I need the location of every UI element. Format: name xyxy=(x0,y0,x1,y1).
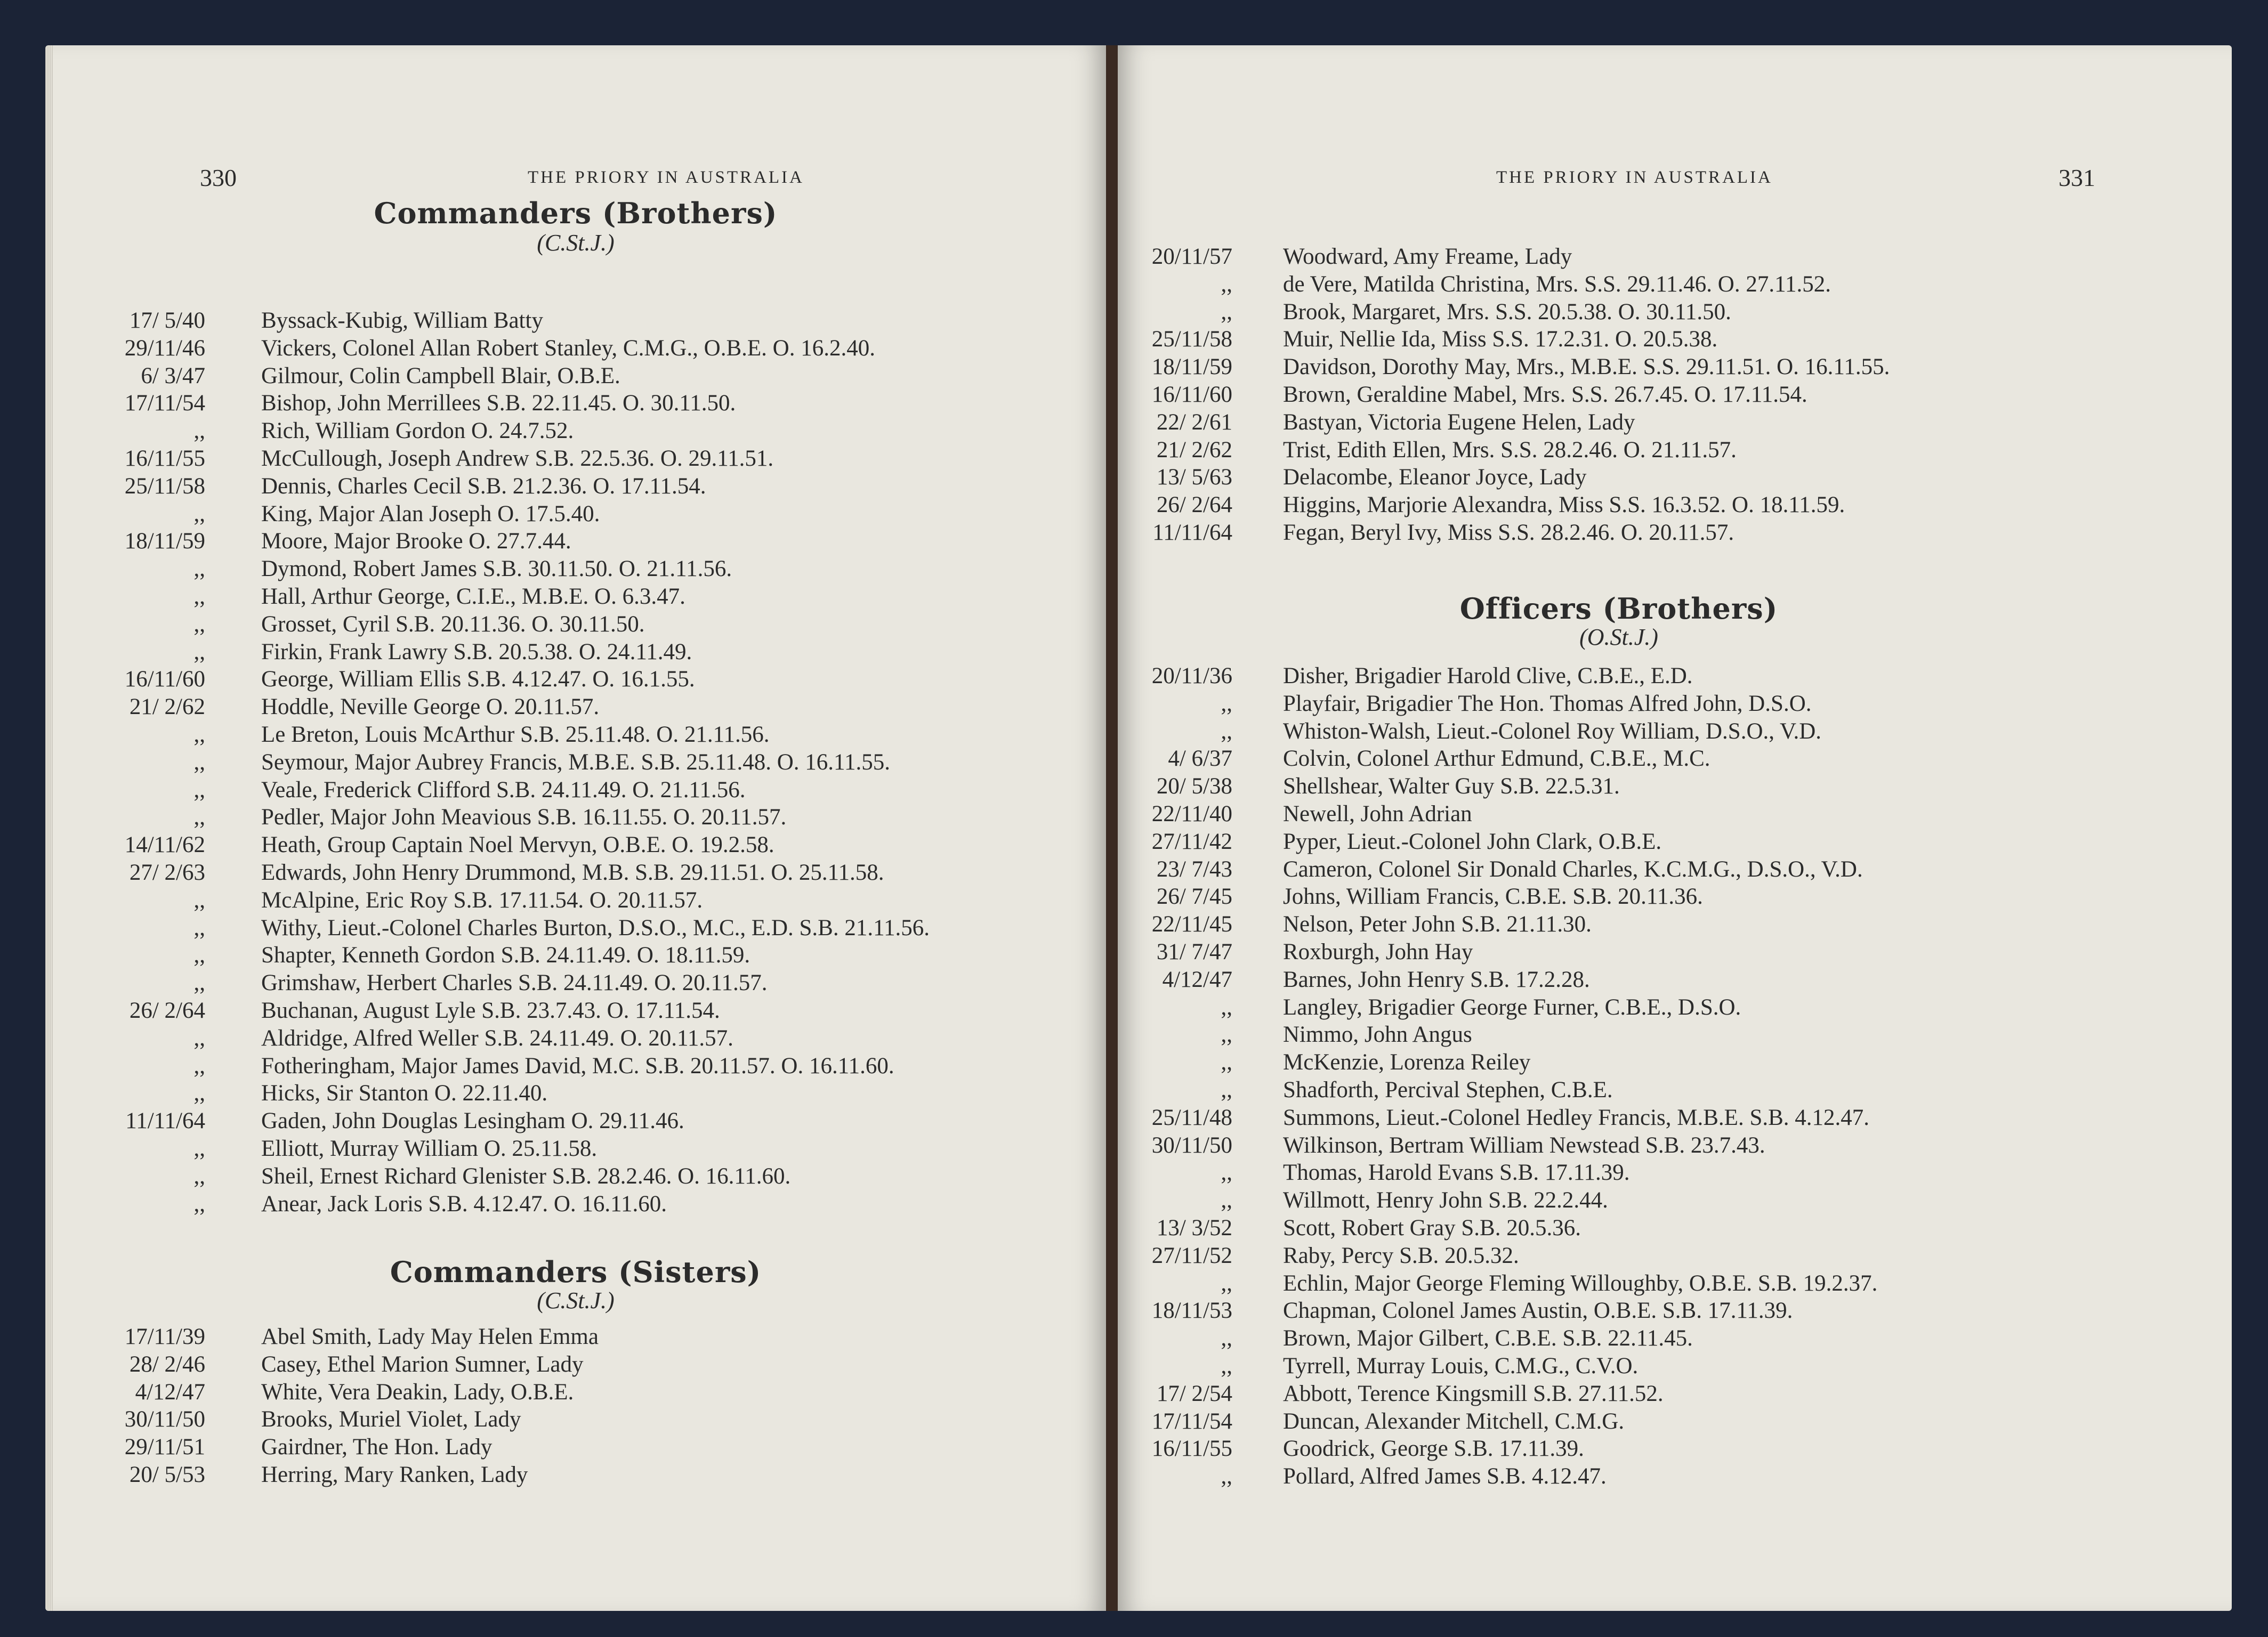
entry-date: ,, xyxy=(193,1163,205,1189)
entry-date: ,, xyxy=(193,722,205,747)
list-item xyxy=(1118,1297,2210,1325)
entry-date: 16/11/55 xyxy=(124,445,205,471)
entry-date: 6/ 3/47 xyxy=(141,363,205,388)
entry-name: Hoddle, Neville George O. 20.11.57. xyxy=(261,694,600,720)
entry-name: Pollard, Alfred James S.B. 4.12.47. xyxy=(1283,1464,1607,1489)
list-item xyxy=(91,473,1103,500)
entry-date: 22/11/45 xyxy=(1151,912,1232,937)
list-item xyxy=(91,1107,1103,1135)
entry-date: ,, xyxy=(193,749,205,775)
entry-name: McKenzie, Lorenza Reiley xyxy=(1283,1050,1531,1075)
entry-name: Tyrrell, Murray Louis, C.M.G., C.V.O. xyxy=(1283,1353,1639,1379)
section-heading: Commanders (Brothers) xyxy=(374,196,778,230)
list-item xyxy=(91,969,1103,997)
entry-date: ,, xyxy=(1221,1050,1232,1075)
list-item xyxy=(91,666,1103,693)
entry-name: Abel Smith, Lady May Helen Emma xyxy=(261,1324,599,1349)
entry-name: Heath, Group Captain Noel Mervyn, O.B.E. O. 19.2.58. xyxy=(261,832,774,858)
entry-date: 26/ 2/64 xyxy=(1156,492,1232,518)
list-item xyxy=(1118,1325,2210,1352)
entry-date: 31/ 7/47 xyxy=(1156,939,1232,965)
entry-name: White, Vera Deakin, Lady, O.B.E. xyxy=(261,1379,574,1405)
entry-name: Roxburgh, John Hay xyxy=(1283,939,1473,965)
entry-date: ,, xyxy=(193,501,205,526)
entry-name: Withy, Lieut.-Colonel Charles Burton, D.S.O., M.C., E.D. S.B. 21.11.56. xyxy=(261,915,930,941)
entry-name: Woodward, Amy Freame, Lady xyxy=(1283,244,1572,269)
entry-date: 25/11/48 xyxy=(1151,1105,1232,1130)
entry-date: 17/ 5/40 xyxy=(129,308,205,333)
entry-date: 22/ 2/61 xyxy=(1156,409,1232,435)
entry-date: 4/ 6/37 xyxy=(1168,746,1232,772)
entry-name: Delacombe, Eleanor Joyce, Lady xyxy=(1283,465,1587,490)
entry-name: Scott, Robert Gray S.B. 20.5.36. xyxy=(1283,1215,1581,1241)
list-item xyxy=(91,1190,1103,1218)
list-item xyxy=(91,445,1103,473)
entry-name: Aldridge, Alfred Weller S.B. 24.11.49. O. 20.11.57. xyxy=(261,1025,733,1051)
list-item xyxy=(91,362,1103,390)
entry-date: ,, xyxy=(193,1025,205,1051)
entry-name: Willmott, Henry John S.B. 22.2.44. xyxy=(1283,1188,1608,1213)
entry-date: 26/ 7/45 xyxy=(1156,884,1232,910)
list-item xyxy=(1118,1076,2210,1104)
entry-name: Abbott, Terence Kingsmill S.B. 27.11.52. xyxy=(1283,1381,1664,1406)
page-number: 330 xyxy=(200,164,237,191)
list-item xyxy=(91,1135,1103,1163)
list-item xyxy=(91,1025,1103,1052)
list-item xyxy=(1118,690,2210,718)
entry-name: Firkin, Frank Lawry S.B. 20.5.38. O. 24.11.49. xyxy=(261,639,692,664)
entry-date: 16/11/60 xyxy=(124,667,205,692)
entry-name: Le Breton, Louis McArthur S.B. 25.11.48. O. 21.11.56. xyxy=(261,722,770,747)
entry-name: Nimmo, John Angus xyxy=(1283,1022,1472,1048)
commanders-sisters-list xyxy=(91,1323,1103,1489)
entry-name: Veale, Frederick Clifford S.B. 24.11.49. O. 21.11.56. xyxy=(261,777,746,803)
list-item xyxy=(1118,436,2210,464)
entry-date: 11/11/64 xyxy=(1152,520,1232,545)
list-item xyxy=(91,638,1103,666)
list-item xyxy=(91,583,1103,611)
list-item xyxy=(1118,1270,2210,1298)
list-item xyxy=(1118,966,2210,994)
list-item xyxy=(91,611,1103,638)
entry-date: 25/11/58 xyxy=(1151,327,1232,352)
entry-date: 18/11/59 xyxy=(124,529,205,554)
entry-name: Playfair, Brigadier The Hon. Thomas Alfred John, D.S.O. xyxy=(1283,691,1812,716)
list-item xyxy=(91,1406,1103,1433)
commanders-sisters-continued-list xyxy=(1118,243,2210,547)
entry-date: 13/ 3/52 xyxy=(1156,1215,1232,1241)
entry-date: ,, xyxy=(1221,691,1232,716)
entry-name: Brooks, Muriel Violet, Lady xyxy=(261,1407,521,1432)
list-item xyxy=(91,693,1103,721)
entry-date: 30/11/50 xyxy=(1151,1132,1232,1158)
entry-date: 28/ 2/46 xyxy=(129,1351,205,1377)
list-item xyxy=(91,1323,1103,1351)
list-item xyxy=(1118,1159,2210,1187)
entry-date: ,, xyxy=(1221,1270,1232,1296)
list-item xyxy=(91,417,1103,445)
list-item xyxy=(91,776,1103,804)
entry-name: Thomas, Harold Evans S.B. 17.11.39. xyxy=(1283,1160,1630,1186)
list-item xyxy=(1118,800,2210,828)
entry-name: Wilkinson, Bertram William Newstead S.B. 23.7.43. xyxy=(1283,1132,1765,1158)
list-item xyxy=(91,1433,1103,1461)
list-item xyxy=(91,1461,1103,1489)
entry-date: 26/ 2/64 xyxy=(129,998,205,1023)
entry-date: ,, xyxy=(193,1053,205,1079)
list-item xyxy=(1118,745,2210,773)
list-item xyxy=(1118,519,2210,547)
entry-date: ,, xyxy=(193,887,205,913)
section-subheading: (O.St.J.) xyxy=(1579,624,1658,650)
list-item xyxy=(91,1052,1103,1080)
entry-name: de Vere, Matilda Christina, Mrs. S.S. 29.11.46. O. 27.11.52. xyxy=(1283,271,1831,297)
entry-name: Gairdner, The Hon. Lady xyxy=(261,1435,493,1460)
section-subheading: (C.St.J.) xyxy=(537,230,615,256)
entry-name: Higgins, Marjorie Alexandra, Miss S.S. 16.3.52. O. 18.11.59. xyxy=(1283,492,1845,518)
commanders-brothers-list xyxy=(91,307,1103,1218)
entry-date: ,, xyxy=(1221,299,1232,325)
entry-name: Barnes, John Henry S.B. 17.2.28. xyxy=(1283,967,1590,992)
list-item xyxy=(1118,409,2210,436)
entry-date: ,, xyxy=(193,777,205,803)
entry-date: ,, xyxy=(193,556,205,582)
entry-name: Newell, John Adrian xyxy=(1283,801,1472,826)
entry-date: ,, xyxy=(193,915,205,941)
list-item xyxy=(1118,938,2210,966)
entry-date: ,, xyxy=(193,805,205,830)
entry-name: Edwards, John Henry Drummond, M.B. S.B. 29.11.51. O. 25.11.58. xyxy=(261,860,884,885)
section-subheading: (C.St.J.) xyxy=(537,1287,615,1314)
entry-name: Casey, Ethel Marion Sumner, Lady xyxy=(261,1351,584,1377)
entry-name: Fotheringham, Major James David, M.C. S.B. 20.11.57. O. 16.11.60. xyxy=(261,1053,894,1079)
entry-date: 17/ 2/54 xyxy=(1156,1381,1232,1406)
entry-date: 22/11/40 xyxy=(1151,801,1232,826)
entry-date: ,, xyxy=(193,943,205,968)
entry-name: Elliott, Murray William O. 25.11.58. xyxy=(261,1136,598,1161)
entry-name: Chapman, Colonel James Austin, O.B.E. S.B. 17.11.39. xyxy=(1283,1298,1793,1324)
entry-name: Davidson, Dorothy May, Mrs., M.B.E. S.S. 29.11.51. O. 16.11.55. xyxy=(1283,354,1890,380)
section-heading: Officers (Brothers) xyxy=(1459,591,1778,626)
entry-name: Johns, William Francis, C.B.E. S.B. 20.11.36. xyxy=(1283,884,1703,910)
entry-date: 27/ 2/63 xyxy=(129,860,205,885)
list-item xyxy=(1118,773,2210,800)
entry-name: Shellshear, Walter Guy S.B. 22.5.31. xyxy=(1283,774,1620,799)
list-item xyxy=(1118,994,2210,1022)
entry-date: 20/ 5/53 xyxy=(129,1462,205,1487)
entry-name: Echlin, Major George Fleming Willoughby, O.B.E. S.B. 19.2.37. xyxy=(1283,1270,1878,1296)
entry-date: 16/11/60 xyxy=(1151,382,1232,407)
list-item xyxy=(91,831,1103,859)
entry-name: Bastyan, Victoria Eugene Helen, Lady xyxy=(1283,409,1635,435)
entry-name: Grosset, Cyril S.B. 20.11.36. O. 30.11.50. xyxy=(261,611,645,637)
entry-name: Hall, Arthur George, C.I.E., M.B.E. O. 6.3.47. xyxy=(261,584,685,609)
entry-name: Brown, Major Gilbert, C.B.E. S.B. 22.11.45. xyxy=(1283,1326,1693,1351)
list-item xyxy=(91,859,1103,887)
list-item xyxy=(1118,662,2210,690)
entry-date: 25/11/58 xyxy=(124,473,205,499)
entry-name: Rich, William Gordon O. 24.7.52. xyxy=(261,418,574,444)
entry-name: Cameron, Colonel Sir Donald Charles, K.C.M.G., D.S.O., V.D. xyxy=(1283,856,1863,882)
entry-date: ,, xyxy=(193,584,205,609)
entry-date: 18/11/53 xyxy=(1151,1298,1232,1324)
entry-name: McAlpine, Eric Roy S.B. 17.11.54. O. 20.11.57. xyxy=(261,887,703,913)
entry-date: ,, xyxy=(1221,1326,1232,1351)
entry-date: 20/11/57 xyxy=(1151,244,1232,269)
entry-name: Trist, Edith Ellen, Mrs. S.S. 28.2.46. O. 21.11.57. xyxy=(1283,437,1737,463)
entry-name: Dennis, Charles Cecil S.B. 21.2.36. O. 17.11.54. xyxy=(261,473,706,499)
list-item xyxy=(1118,718,2210,745)
entry-name: Sheil, Ernest Richard Glenister S.B. 28.2.46. O. 16.11.60. xyxy=(261,1163,791,1189)
entry-name: Vickers, Colonel Allan Robert Stanley, C.M.G., O.B.E. O. 16.2.40. xyxy=(261,335,875,361)
list-item xyxy=(1118,271,2210,298)
list-item xyxy=(1118,464,2210,491)
entry-date: ,, xyxy=(1221,271,1232,297)
running-head: THE PRIORY IN AUSTRALIA xyxy=(528,168,804,187)
entry-name: Raby, Percy S.B. 20.5.32. xyxy=(1283,1243,1519,1268)
entry-name: Pyper, Lieut.-Colonel John Clark, O.B.E. xyxy=(1283,829,1662,854)
entry-name: Shapter, Kenneth Gordon S.B. 24.11.49. O. 18.11.59. xyxy=(261,943,750,968)
entry-date: 13/ 5/63 xyxy=(1156,465,1232,490)
list-item xyxy=(91,335,1103,362)
entry-name: Anear, Jack Loris S.B. 4.12.47. O. 16.11.60. xyxy=(261,1191,667,1217)
entry-date: 20/ 5/38 xyxy=(1156,774,1232,799)
list-item xyxy=(1118,1021,2210,1049)
entry-date: ,, xyxy=(1221,1353,1232,1379)
entry-date: 17/11/54 xyxy=(124,391,205,416)
entry-date: ,, xyxy=(1221,1160,1232,1186)
list-item xyxy=(91,307,1103,335)
list-item xyxy=(91,500,1103,528)
list-item xyxy=(1118,856,2210,884)
entry-name: Bishop, John Merrillees S.B. 22.11.45. O. 30.11.50. xyxy=(261,391,736,416)
entry-date: 16/11/55 xyxy=(1151,1436,1232,1462)
page-edge xyxy=(45,45,53,1611)
entry-name: Fegan, Beryl Ivy, Miss S.S. 28.2.46. O. 20.11.57. xyxy=(1283,520,1734,545)
entry-name: Byssack-Kubig, William Batty xyxy=(261,308,543,333)
entry-date: 17/11/54 xyxy=(1151,1408,1232,1434)
entry-date: 30/11/50 xyxy=(124,1407,205,1432)
entry-date: 21/ 2/62 xyxy=(129,694,205,720)
list-item xyxy=(1118,298,2210,326)
list-item xyxy=(1118,1380,2210,1408)
entry-date: 23/ 7/43 xyxy=(1156,856,1232,882)
list-item xyxy=(91,721,1103,749)
entry-date: ,, xyxy=(193,418,205,444)
entry-date: 20/11/36 xyxy=(1151,663,1232,688)
list-item xyxy=(1118,353,2210,381)
entry-name: Whiston-Walsh, Lieut.-Colonel Roy William, D.S.O., V.D. xyxy=(1283,718,1822,744)
entry-date: ,, xyxy=(193,970,205,996)
entry-name: McCullough, Joseph Andrew S.B. 22.5.36. O. 29.11.51. xyxy=(261,445,774,471)
entry-date: ,, xyxy=(193,611,205,637)
list-item xyxy=(91,914,1103,942)
entry-date: ,, xyxy=(1221,1077,1232,1103)
entry-date: ,, xyxy=(193,1081,205,1106)
entry-date: 21/ 2/62 xyxy=(1156,437,1232,463)
list-item xyxy=(91,1163,1103,1190)
list-item xyxy=(1118,1132,2210,1160)
entry-date: ,, xyxy=(193,1136,205,1161)
left-page xyxy=(45,45,1106,1611)
list-item xyxy=(1118,1104,2210,1132)
entry-name: Pedler, Major John Meavious S.B. 16.11.55. O. 20.11.57. xyxy=(261,805,787,830)
entry-name: Hicks, Sir Stanton O. 22.11.40. xyxy=(261,1081,548,1106)
list-item xyxy=(1118,1187,2210,1214)
list-item xyxy=(1118,1408,2210,1436)
entry-name: Summons, Lieut.-Colonel Hedley Francis, M.B.E. S.B. 4.12.47. xyxy=(1283,1105,1870,1130)
entry-name: George, William Ellis S.B. 4.12.47. O. 16.1.55. xyxy=(261,667,695,692)
entry-name: Shadforth, Percival Stephen, C.B.E. xyxy=(1283,1077,1613,1103)
entry-date: ,, xyxy=(1221,994,1232,1020)
section-heading: Commanders (Sisters) xyxy=(390,1255,762,1289)
entry-name: Muir, Nellie Ida, Miss S.S. 17.2.31. O. 20.5.38. xyxy=(1283,327,1718,352)
entry-date: 14/11/62 xyxy=(124,832,205,858)
list-item xyxy=(91,1379,1103,1406)
entry-name: Herring, Mary Ranken, Lady xyxy=(261,1462,528,1487)
list-item xyxy=(1118,1435,2210,1463)
list-item xyxy=(1118,326,2210,353)
list-item xyxy=(1118,381,2210,409)
entry-date: ,, xyxy=(1221,1188,1232,1213)
entry-date: ,, xyxy=(1221,718,1232,744)
list-item xyxy=(1118,828,2210,856)
entry-name: Dymond, Robert James S.B. 30.11.50. O. 21.11.56. xyxy=(261,556,732,582)
list-item xyxy=(91,528,1103,555)
entry-name: Brown, Geraldine Mabel, Mrs. S.S. 26.7.45. O. 17.11.54. xyxy=(1283,382,1807,407)
list-item xyxy=(1118,1242,2210,1270)
entry-date: ,, xyxy=(193,1191,205,1217)
entry-name: Duncan, Alexander Mitchell, C.M.G. xyxy=(1283,1408,1625,1434)
list-item xyxy=(91,997,1103,1025)
entry-date: 11/11/64 xyxy=(125,1108,205,1134)
entry-name: Colvin, Colonel Arthur Edmund, C.B.E., M.C. xyxy=(1283,746,1710,772)
page-number: 331 xyxy=(2059,164,2095,191)
list-item xyxy=(91,555,1103,583)
entry-date: 4/12/47 xyxy=(1162,967,1232,992)
list-item xyxy=(1118,1352,2210,1380)
list-item xyxy=(1118,243,2210,271)
entry-date: 29/11/46 xyxy=(124,335,205,361)
entry-date: ,, xyxy=(1221,1022,1232,1048)
entry-name: Nelson, Peter John S.B. 21.11.30. xyxy=(1283,912,1592,937)
list-item xyxy=(91,1080,1103,1107)
list-item xyxy=(91,390,1103,417)
list-item xyxy=(1118,491,2210,519)
entry-date: 17/11/39 xyxy=(124,1324,205,1349)
entry-name: Grimshaw, Herbert Charles S.B. 24.11.49. O. 20.11.57. xyxy=(261,970,768,996)
right-page xyxy=(1118,45,2232,1611)
list-item xyxy=(1118,1214,2210,1242)
entry-date: ,, xyxy=(1221,1464,1232,1489)
entry-name: Gaden, John Douglas Lesingham O. 29.11.46. xyxy=(261,1108,684,1134)
entry-date: 27/11/52 xyxy=(1151,1243,1232,1268)
entry-name: Moore, Major Brooke O. 27.7.44. xyxy=(261,529,571,554)
entry-name: Buchanan, August Lyle S.B. 23.7.43. O. 17.11.54. xyxy=(261,998,720,1023)
list-item xyxy=(91,749,1103,776)
list-item xyxy=(91,1351,1103,1379)
entry-name: Goodrick, George S.B. 17.11.39. xyxy=(1283,1436,1584,1462)
entry-date: 27/11/42 xyxy=(1151,829,1232,854)
list-item xyxy=(91,804,1103,831)
list-item xyxy=(1118,1463,2210,1490)
book-gutter xyxy=(1106,45,1118,1611)
entry-name: Langley, Brigadier George Furner, C.B.E., D.S.O. xyxy=(1283,994,1741,1020)
entry-name: Brook, Margaret, Mrs. S.S. 20.5.38. O. 30.11.50. xyxy=(1283,299,1731,325)
list-item xyxy=(1118,911,2210,938)
list-item xyxy=(1118,1049,2210,1076)
list-item xyxy=(91,887,1103,914)
entry-date: 29/11/51 xyxy=(124,1435,205,1460)
running-head: THE PRIORY IN AUSTRALIA xyxy=(1496,168,1773,187)
list-item xyxy=(1118,883,2210,911)
entry-name: King, Major Alan Joseph O. 17.5.40. xyxy=(261,501,600,526)
entry-date: ,, xyxy=(193,639,205,664)
entry-name: Disher, Brigadier Harold Clive, C.B.E., E.D. xyxy=(1283,663,1693,688)
entry-date: 4/12/47 xyxy=(135,1379,205,1405)
entry-name: Seymour, Major Aubrey Francis, M.B.E. S.B. 25.11.48. O. 16.11.55. xyxy=(261,749,890,775)
officers-brothers-list xyxy=(1118,662,2210,1490)
entry-date: 18/11/59 xyxy=(1151,354,1232,380)
entry-name: Gilmour, Colin Campbell Blair, O.B.E. xyxy=(261,363,620,388)
list-item xyxy=(91,942,1103,969)
